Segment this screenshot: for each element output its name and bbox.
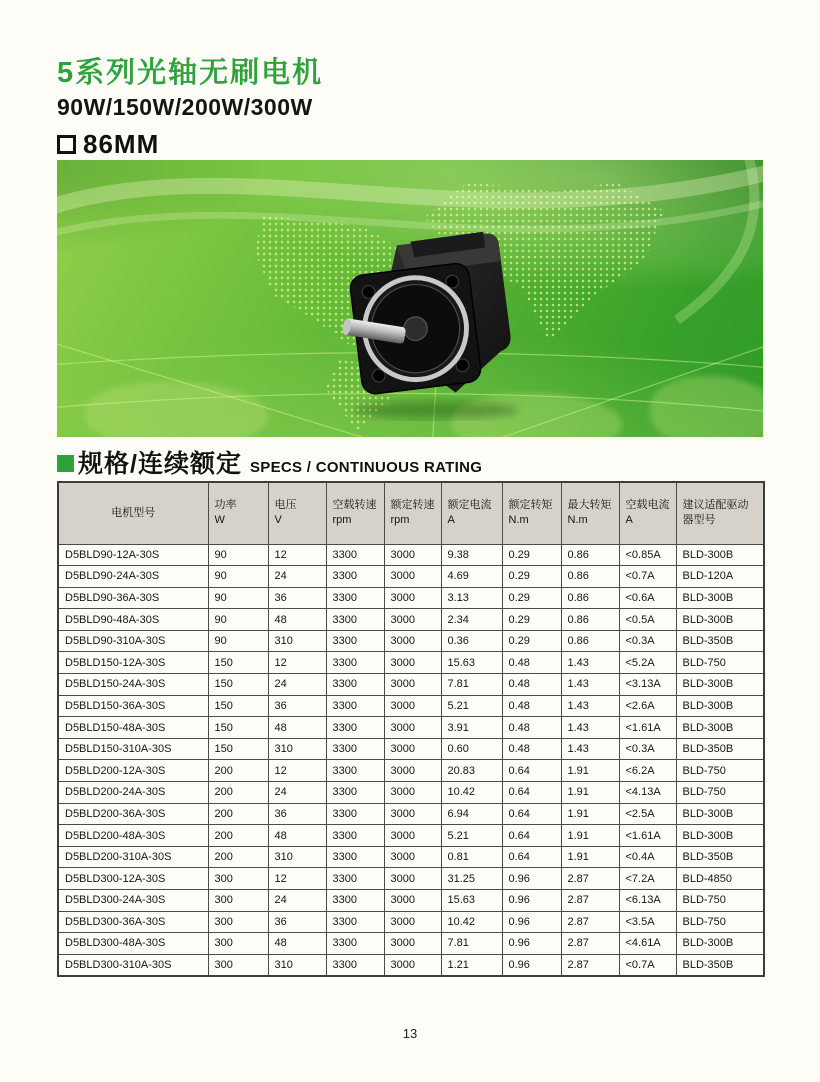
cell-power: 90: [208, 544, 268, 566]
cell-rated_torque: 0.48: [502, 738, 561, 760]
cell-rated_torque: 0.29: [502, 587, 561, 609]
cell-no_load_speed: 3300: [326, 868, 384, 890]
cell-power: 150: [208, 652, 268, 674]
cell-rated_speed: 3000: [384, 566, 441, 588]
section-title-en: SPECS / CONTINUOUS RATING: [249, 459, 483, 476]
cell-driver: BLD-120A: [676, 566, 764, 588]
cell-rated_speed: 3000: [384, 911, 441, 933]
cell-rated_speed: 3000: [384, 717, 441, 739]
cell-model: D5BLD150-48A-30S: [58, 717, 208, 739]
spec-table-header: [58, 482, 764, 544]
table-row: [58, 609, 764, 631]
cell-voltage: 48: [268, 933, 326, 955]
cell-no_load_current: <0.6A: [619, 587, 676, 609]
page-number: 13: [402, 1026, 418, 1041]
cell-driver: BLD-300B: [676, 674, 764, 696]
cell-power: 150: [208, 674, 268, 696]
col-unit: N.m: [567, 514, 588, 527]
cell-rated_current: 20.83: [441, 760, 502, 782]
cell-no_load_speed: 3300: [326, 825, 384, 847]
cell-model: D5BLD200-12A-30S: [58, 760, 208, 782]
table-row: [58, 803, 764, 825]
cell-no_load_speed: 3300: [326, 933, 384, 955]
col-header-rated-torque: [502, 482, 561, 544]
cell-peak_torque: 0.86: [561, 587, 619, 609]
cell-peak_torque: 1.91: [561, 825, 619, 847]
cell-power: 150: [208, 695, 268, 717]
cell-rated_current: 31.25: [441, 868, 502, 890]
cell-voltage: 24: [268, 782, 326, 804]
header-row: [58, 482, 764, 544]
cell-driver: BLD-4850: [676, 868, 764, 890]
section-header: [57, 444, 482, 480]
cell-voltage: 12: [268, 544, 326, 566]
cell-voltage: 48: [268, 609, 326, 631]
cell-no_load_speed: 3300: [326, 674, 384, 696]
cell-no_load_current: <0.7A: [619, 566, 676, 588]
cell-no_load_current: <0.7A: [619, 954, 676, 976]
cell-peak_torque: 1.43: [561, 674, 619, 696]
cell-rated_current: 10.42: [441, 782, 502, 804]
cell-driver: BLD-350B: [676, 738, 764, 760]
cell-driver: BLD-750: [676, 890, 764, 912]
spec-table: [57, 481, 765, 977]
cell-rated_torque: 0.48: [502, 652, 561, 674]
cell-voltage: 12: [268, 868, 326, 890]
cell-no_load_speed: 3300: [326, 544, 384, 566]
cell-peak_torque: 1.43: [561, 652, 619, 674]
col-header-driver: [676, 482, 764, 544]
cell-no_load_current: <0.3A: [619, 630, 676, 652]
table-row: [58, 760, 764, 782]
cell-rated_torque: 0.29: [502, 609, 561, 631]
cell-power: 90: [208, 609, 268, 631]
col-header-model: [58, 482, 208, 544]
cell-rated_current: 3.13: [441, 587, 502, 609]
col-header-no-load-speed: [326, 482, 384, 544]
cell-rated_speed: 3000: [384, 803, 441, 825]
cell-no_load_speed: 3300: [326, 760, 384, 782]
col-label: 功率: [214, 498, 237, 511]
col-label: 电机型号: [111, 506, 156, 519]
table-row: [58, 587, 764, 609]
cell-model: D5BLD90-24A-30S: [58, 566, 208, 588]
cell-rated_speed: 3000: [384, 868, 441, 890]
cell-rated_speed: 3000: [384, 652, 441, 674]
cell-no_load_current: <0.85A: [619, 544, 676, 566]
cell-model: D5BLD300-12A-30S: [58, 868, 208, 890]
cell-model: D5BLD300-36A-30S: [58, 911, 208, 933]
cell-driver: BLD-300B: [676, 933, 764, 955]
cell-peak_torque: 1.43: [561, 738, 619, 760]
cell-voltage: 36: [268, 803, 326, 825]
cell-voltage: 310: [268, 846, 326, 868]
cell-model: D5BLD150-12A-30S: [58, 652, 208, 674]
cell-no_load_speed: 3300: [326, 566, 384, 588]
cell-model: D5BLD200-310A-30S: [58, 846, 208, 868]
cell-rated_current: 15.63: [441, 890, 502, 912]
cell-power: 200: [208, 782, 268, 804]
section-title-cn: 规格/连续额定: [78, 450, 242, 478]
table-row: [58, 846, 764, 868]
col-unit: V: [274, 514, 282, 527]
cell-peak_torque: 1.91: [561, 760, 619, 782]
cell-no_load_current: <1.61A: [619, 717, 676, 739]
cell-voltage: 48: [268, 717, 326, 739]
cell-driver: BLD-750: [676, 782, 764, 804]
table-row: [58, 890, 764, 912]
frame-size-line: [57, 129, 763, 160]
cell-no_load_speed: 3300: [326, 738, 384, 760]
cell-driver: BLD-300B: [676, 717, 764, 739]
cell-rated_torque: 0.96: [502, 954, 561, 976]
cell-peak_torque: 0.86: [561, 566, 619, 588]
col-label: 电压: [274, 498, 297, 511]
page-title: 5系列光轴无刷电机: [57, 57, 324, 89]
cell-power: 150: [208, 738, 268, 760]
cell-no_load_current: <0.4A: [619, 846, 676, 868]
cell-no_load_speed: 3300: [326, 630, 384, 652]
title-block: [57, 58, 763, 160]
cell-driver: BLD-750: [676, 652, 764, 674]
cell-rated_current: 1.21: [441, 954, 502, 976]
cell-driver: BLD-300B: [676, 609, 764, 631]
cell-model: D5BLD300-24A-30S: [58, 890, 208, 912]
cell-power: 90: [208, 566, 268, 588]
cell-driver: BLD-350B: [676, 846, 764, 868]
hero-banner: [57, 160, 763, 437]
cell-power: 300: [208, 890, 268, 912]
cell-driver: BLD-350B: [676, 954, 764, 976]
table-row: [58, 717, 764, 739]
cell-no_load_speed: 3300: [326, 803, 384, 825]
col-label: 空载电流: [625, 498, 670, 511]
cell-rated_speed: 3000: [384, 695, 441, 717]
cell-no_load_current: <0.3A: [619, 738, 676, 760]
cell-peak_torque: 2.87: [561, 890, 619, 912]
col-unit: rpm: [332, 514, 352, 527]
cell-rated_torque: 0.96: [502, 890, 561, 912]
cell-rated_speed: 3000: [384, 825, 441, 847]
cell-voltage: 12: [268, 760, 326, 782]
cell-no_load_speed: 3300: [326, 609, 384, 631]
page-subtitle: 90W/150W/200W/300W: [57, 93, 313, 120]
cell-no_load_speed: 3300: [326, 717, 384, 739]
motor-photo: [338, 216, 534, 421]
cell-rated_torque: 0.48: [502, 674, 561, 696]
cell-power: 200: [208, 825, 268, 847]
cell-no_load_current: <0.5A: [619, 609, 676, 631]
cell-rated_speed: 3000: [384, 846, 441, 868]
col-unit: rpm: [390, 514, 410, 527]
cell-rated_torque: 0.64: [502, 760, 561, 782]
cell-rated_speed: 3000: [384, 587, 441, 609]
cell-rated_torque: 0.29: [502, 630, 561, 652]
col-header-power: [208, 482, 268, 544]
cell-rated_speed: 3000: [384, 609, 441, 631]
table-row: [58, 695, 764, 717]
cell-voltage: 24: [268, 890, 326, 912]
cell-model: D5BLD200-36A-30S: [58, 803, 208, 825]
col-unit: W: [214, 514, 225, 527]
col-header-rated-current: [441, 482, 502, 544]
table-row: [58, 825, 764, 847]
col-unit: A: [625, 514, 633, 527]
cell-rated_current: 0.36: [441, 630, 502, 652]
cell-rated_torque: 0.64: [502, 846, 561, 868]
cell-voltage: 48: [268, 825, 326, 847]
cell-power: 90: [208, 587, 268, 609]
table-row: [58, 544, 764, 566]
cell-no_load_speed: 3300: [326, 782, 384, 804]
cell-rated_current: 4.69: [441, 566, 502, 588]
cell-power: 300: [208, 911, 268, 933]
spec-table-body: [58, 544, 764, 976]
cell-rated_current: 5.21: [441, 825, 502, 847]
cell-model: D5BLD300-310A-30S: [58, 954, 208, 976]
cell-driver: BLD-300B: [676, 695, 764, 717]
cell-voltage: 36: [268, 695, 326, 717]
cell-rated_current: 7.81: [441, 674, 502, 696]
square-frame-outline-icon: [57, 135, 76, 154]
table-row: [58, 911, 764, 933]
cell-rated_torque: 0.96: [502, 911, 561, 933]
table-row: [58, 782, 764, 804]
col-label: 最大转矩: [567, 498, 612, 511]
cell-power: 200: [208, 760, 268, 782]
cell-no_load_current: <7.2A: [619, 868, 676, 890]
cell-voltage: 36: [268, 587, 326, 609]
cell-power: 300: [208, 933, 268, 955]
col-unit: N.m: [508, 514, 529, 527]
cell-rated_current: 0.60: [441, 738, 502, 760]
cell-model: D5BLD200-24A-30S: [58, 782, 208, 804]
col-label: 建议适配驱动器型号: [682, 498, 749, 527]
cell-power: 300: [208, 954, 268, 976]
cell-driver: BLD-750: [676, 911, 764, 933]
cell-model: D5BLD150-36A-30S: [58, 695, 208, 717]
cell-no_load_speed: 3300: [326, 587, 384, 609]
cell-rated_current: 15.63: [441, 652, 502, 674]
cell-rated_torque: 0.48: [502, 695, 561, 717]
cell-model: D5BLD90-310A-30S: [58, 630, 208, 652]
cell-peak_torque: 2.87: [561, 954, 619, 976]
cell-rated_current: 3.91: [441, 717, 502, 739]
cell-rated_torque: 0.48: [502, 717, 561, 739]
cell-rated_speed: 3000: [384, 782, 441, 804]
cell-driver: BLD-350B: [676, 630, 764, 652]
cell-voltage: 310: [268, 738, 326, 760]
table-row: [58, 868, 764, 890]
cell-voltage: 36: [268, 911, 326, 933]
cell-rated_current: 2.34: [441, 609, 502, 631]
cell-rated_torque: 0.64: [502, 825, 561, 847]
cell-no_load_current: <3.13A: [619, 674, 676, 696]
cell-peak_torque: 0.86: [561, 544, 619, 566]
cell-rated_torque: 0.29: [502, 544, 561, 566]
cell-model: D5BLD90-48A-30S: [58, 609, 208, 631]
cell-model: D5BLD90-12A-30S: [58, 544, 208, 566]
cell-voltage: 310: [268, 630, 326, 652]
cell-peak_torque: 0.86: [561, 630, 619, 652]
cell-driver: BLD-300B: [676, 825, 764, 847]
cell-no_load_current: <6.13A: [619, 890, 676, 912]
col-label: 空载转速: [332, 498, 377, 511]
col-label: 额定转矩: [508, 498, 553, 511]
cell-rated_current: 9.38: [441, 544, 502, 566]
cell-peak_torque: 1.43: [561, 717, 619, 739]
cell-rated_speed: 3000: [384, 954, 441, 976]
cell-rated_speed: 3000: [384, 890, 441, 912]
cell-no_load_speed: 3300: [326, 890, 384, 912]
col-header-rated-speed: [384, 482, 441, 544]
cell-power: 200: [208, 846, 268, 868]
cell-rated_current: 10.42: [441, 911, 502, 933]
cell-rated_current: 6.94: [441, 803, 502, 825]
frame-size-value: 86MM: [83, 128, 160, 159]
cell-rated_speed: 3000: [384, 760, 441, 782]
cell-power: 200: [208, 803, 268, 825]
cell-power: 150: [208, 717, 268, 739]
cell-model: D5BLD300-48A-30S: [58, 933, 208, 955]
cell-no_load_current: <2.5A: [619, 803, 676, 825]
table-row: [58, 738, 764, 760]
cell-driver: BLD-750: [676, 760, 764, 782]
cell-no_load_speed: 3300: [326, 695, 384, 717]
green-square-bullet-icon: [57, 455, 74, 472]
cell-model: D5BLD150-310A-30S: [58, 738, 208, 760]
cell-rated_speed: 3000: [384, 630, 441, 652]
cell-no_load_speed: 3300: [326, 652, 384, 674]
cell-rated_current: 0.81: [441, 846, 502, 868]
cell-rated_current: 7.81: [441, 933, 502, 955]
cell-rated_speed: 3000: [384, 738, 441, 760]
table-row: [58, 566, 764, 588]
col-header-voltage: [268, 482, 326, 544]
cell-peak_torque: 1.91: [561, 782, 619, 804]
cell-model: D5BLD200-48A-30S: [58, 825, 208, 847]
cell-no_load_speed: 3300: [326, 911, 384, 933]
cell-rated_speed: 3000: [384, 933, 441, 955]
cell-peak_torque: 1.43: [561, 695, 619, 717]
col-unit: A: [447, 514, 455, 527]
cell-rated_speed: 3000: [384, 674, 441, 696]
cell-peak_torque: 2.87: [561, 911, 619, 933]
cell-voltage: 310: [268, 954, 326, 976]
col-label: 额定电流: [447, 498, 492, 511]
cell-power: 300: [208, 868, 268, 890]
cell-driver: BLD-300B: [676, 544, 764, 566]
cell-voltage: 24: [268, 674, 326, 696]
cell-peak_torque: 2.87: [561, 933, 619, 955]
cell-rated_speed: 3000: [384, 544, 441, 566]
cell-no_load_speed: 3300: [326, 954, 384, 976]
cell-peak_torque: 2.87: [561, 868, 619, 890]
cell-voltage: 24: [268, 566, 326, 588]
cell-peak_torque: 1.91: [561, 803, 619, 825]
cell-model: D5BLD90-36A-30S: [58, 587, 208, 609]
cell-no_load_speed: 3300: [326, 846, 384, 868]
cell-rated_torque: 0.64: [502, 782, 561, 804]
cell-no_load_current: <2.6A: [619, 695, 676, 717]
cell-rated_torque: 0.29: [502, 566, 561, 588]
cell-driver: BLD-300B: [676, 587, 764, 609]
cell-rated_torque: 0.96: [502, 868, 561, 890]
cell-peak_torque: 1.91: [561, 846, 619, 868]
table-row: [58, 652, 764, 674]
cell-peak_torque: 0.86: [561, 609, 619, 631]
col-header-no-load-current: [619, 482, 676, 544]
cell-no_load_current: <6.2A: [619, 760, 676, 782]
table-row: [58, 954, 764, 976]
cell-no_load_current: <4.61A: [619, 933, 676, 955]
cell-no_load_current: <1.61A: [619, 825, 676, 847]
cell-driver: BLD-300B: [676, 803, 764, 825]
cell-no_load_current: <5.2A: [619, 652, 676, 674]
cell-rated_torque: 0.64: [502, 803, 561, 825]
cell-power: 90: [208, 630, 268, 652]
table-row: [58, 674, 764, 696]
col-label: 额定转速: [390, 498, 435, 511]
cell-voltage: 12: [268, 652, 326, 674]
cell-no_load_current: <3.5A: [619, 911, 676, 933]
cell-rated_current: 5.21: [441, 695, 502, 717]
table-row: [58, 933, 764, 955]
col-header-peak-torque: [561, 482, 619, 544]
cell-model: D5BLD150-24A-30S: [58, 674, 208, 696]
table-row: [58, 630, 764, 652]
cell-no_load_current: <4.13A: [619, 782, 676, 804]
cell-rated_torque: 0.96: [502, 933, 561, 955]
